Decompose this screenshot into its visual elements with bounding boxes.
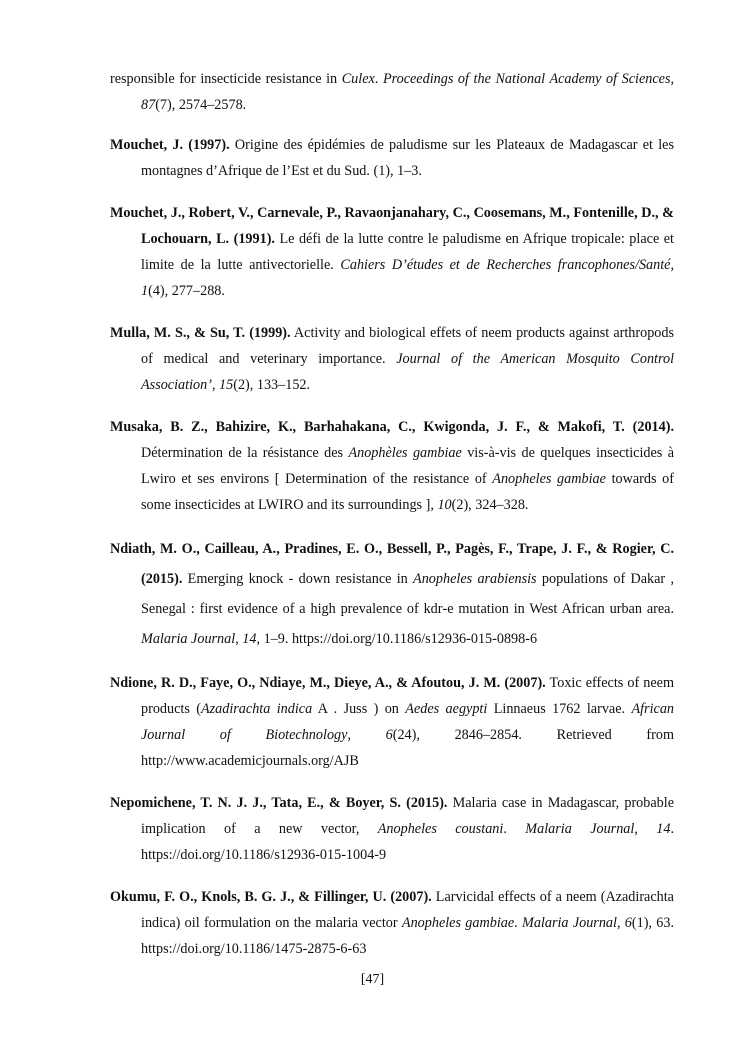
reference-italic-text: 6 — [624, 915, 632, 931]
reference-text: Activity and biological effets of neem products against arthropods of medical and veterinary importance. — [141, 325, 674, 367]
reference-italic-text: 14 — [242, 631, 257, 647]
reference-text: populations of Dakar , Senegal : first evidence of a high prevalence of kdr‑e mutation in West African urban area. — [141, 571, 675, 617]
reference-authors: Ndione, R. D., Faye, O., Ndiaye, M., Dieye, A., & Afoutou, J. M. (2007). — [110, 675, 546, 691]
reference-text: , — [347, 727, 386, 743]
reference-text: vis-à-vis de quelques insecticides à Lwiro et ses environs [ Determination of the resistance of — [141, 445, 674, 487]
reference-authors: Ndiath, M. O., Cailleau, A., Pradines, E. O., Bessell, P., Pagès, F., Trape, J. F., & Rogier, C. (2015). — [110, 541, 674, 587]
reference-text: , — [211, 377, 220, 393]
reference-italic-text: 6 — [385, 727, 393, 743]
reference-authors: Nepomichene, T. N. J. J., Tata, E., & Boyer, S. (2015). — [110, 795, 448, 811]
reference-italic-text: Anopheles arabiensis — [413, 571, 537, 587]
reference-italic-text: 10 — [437, 497, 452, 513]
reference-authors: Mouchet, J. (1997). — [110, 137, 230, 153]
reference-authors: Mouchet, J., Robert, V., Carnevale, P., Ravaonjanahary, C., Coosemans, M., Fontenille, D., & Lochouarn, L. (1991). — [110, 205, 674, 247]
reference-entry — [110, 534, 674, 654]
reference-entry — [110, 66, 674, 118]
reference-text: (4), 277–288. — [148, 283, 225, 299]
reference-list — [110, 66, 674, 978]
reference-text: , 1–9. https://doi.org/10.1186/s12936-015-0898-6 — [256, 631, 538, 647]
reference-entry — [110, 884, 674, 962]
reference-entry — [110, 670, 674, 774]
reference-text: Larvicidal effects of a neem (Azadirachta indica) oil formulation on the malaria vector — [141, 889, 674, 931]
reference-entry — [110, 132, 674, 184]
reference-italic-text: Culex — [341, 71, 375, 87]
reference-italic-text: Anopheles gambiae — [492, 471, 606, 487]
reference-entry — [110, 320, 674, 398]
reference-authors: Musaka, B. Z., Bahizire, K., Barhahakana, C., Kwigonda, J. F., & Makofi, T. (2014). — [110, 419, 674, 435]
reference-italic-text: Anopheles coustani — [377, 821, 504, 837]
reference-italic-text: Azadirachta indica — [200, 701, 313, 717]
reference-text: . — [374, 71, 383, 87]
reference-text: . — [503, 821, 526, 837]
reference-italic-text: Anophèles gambiae — [348, 445, 462, 461]
reference-italic-text: Aedes aegypti — [405, 701, 488, 717]
reference-italic-text: 1 — [141, 283, 149, 299]
reference-text: . https://doi.org/10.1186/s12936-015-1004-9 — [141, 821, 675, 863]
reference-text: Linnaeus 1762 larvae. — [487, 701, 632, 717]
reference-entry — [110, 790, 674, 868]
reference-italic-text: 15 — [219, 377, 234, 393]
reference-italic-text: 14 — [656, 821, 671, 837]
reference-italic-text: Proceedings of the National Academy of Sciences — [382, 71, 671, 87]
reference-italic-text: Cahiers D’études et de Recherches francophones/Santé — [340, 257, 671, 273]
reference-text: (7), 2574–2578. — [155, 97, 247, 113]
reference-text: A . Juss ) on — [312, 701, 406, 717]
reference-text: Le défi de la lutte contre le paludisme en Afrique tropicale: place et limite de la lutte antivectorielle. — [141, 231, 674, 273]
page-number: [47] — [360, 972, 385, 987]
reference-text: . — [514, 915, 523, 931]
reference-text: (24), 2846–2854. Retrieved from http://www.academicjournals.org/AJB — [141, 727, 674, 769]
reference-text: , — [670, 257, 675, 273]
reference-text: (2), 133–152. — [233, 377, 311, 393]
reference-text: (1), 63. https://doi.org/10.1186/1475-2875-6-63 — [141, 915, 675, 957]
reference-text: , — [670, 71, 675, 87]
reference-text: , — [616, 915, 625, 931]
reference-italic-text: Malaria Journal — [522, 915, 617, 931]
reference-italic-text: 87 — [141, 97, 156, 113]
reference-entry — [110, 200, 674, 304]
reference-italic-text: Journal of the American Mosquito Control Association’ — [141, 351, 675, 393]
reference-italic-text: Malaria Journal — [141, 631, 236, 647]
reference-text: , — [235, 631, 243, 647]
reference-text: (2), 324–328. — [451, 497, 529, 513]
reference-entry — [110, 414, 674, 518]
reference-text: towards of some insecticides at LWIRO and its surroundings ], — [141, 471, 674, 513]
reference-text: , — [634, 821, 657, 837]
reference-authors: Okumu, F. O., Knols, B. G. J., & Fillinger, U. (2007). — [110, 889, 432, 905]
reference-text: responsible for insecticide resistance in — [110, 71, 342, 87]
reference-text: Malaria case in Madagascar, probable implication of a new vector, — [141, 795, 675, 837]
reference-text: Emerging knock ‑ down resistance in — [182, 571, 414, 587]
reference-italic-text: African Journal of Biotechnology — [141, 701, 675, 743]
reference-authors: Mulla, M. S., & Su, T. (1999). — [110, 325, 291, 341]
reference-italic-text: Anopheles gambiae — [401, 915, 515, 931]
reference-italic-text: Malaria Journal — [525, 821, 635, 837]
reference-text: Toxic effects of neem products ( — [141, 675, 675, 717]
reference-text: Origine des épidémies de paludisme sur les Plateaux de Madagascar et les montagnes d’Afrique de l’Est et du Sud. (1), 1–3. — [141, 137, 674, 179]
reference-text: Détermination de la résistance des — [141, 445, 349, 461]
